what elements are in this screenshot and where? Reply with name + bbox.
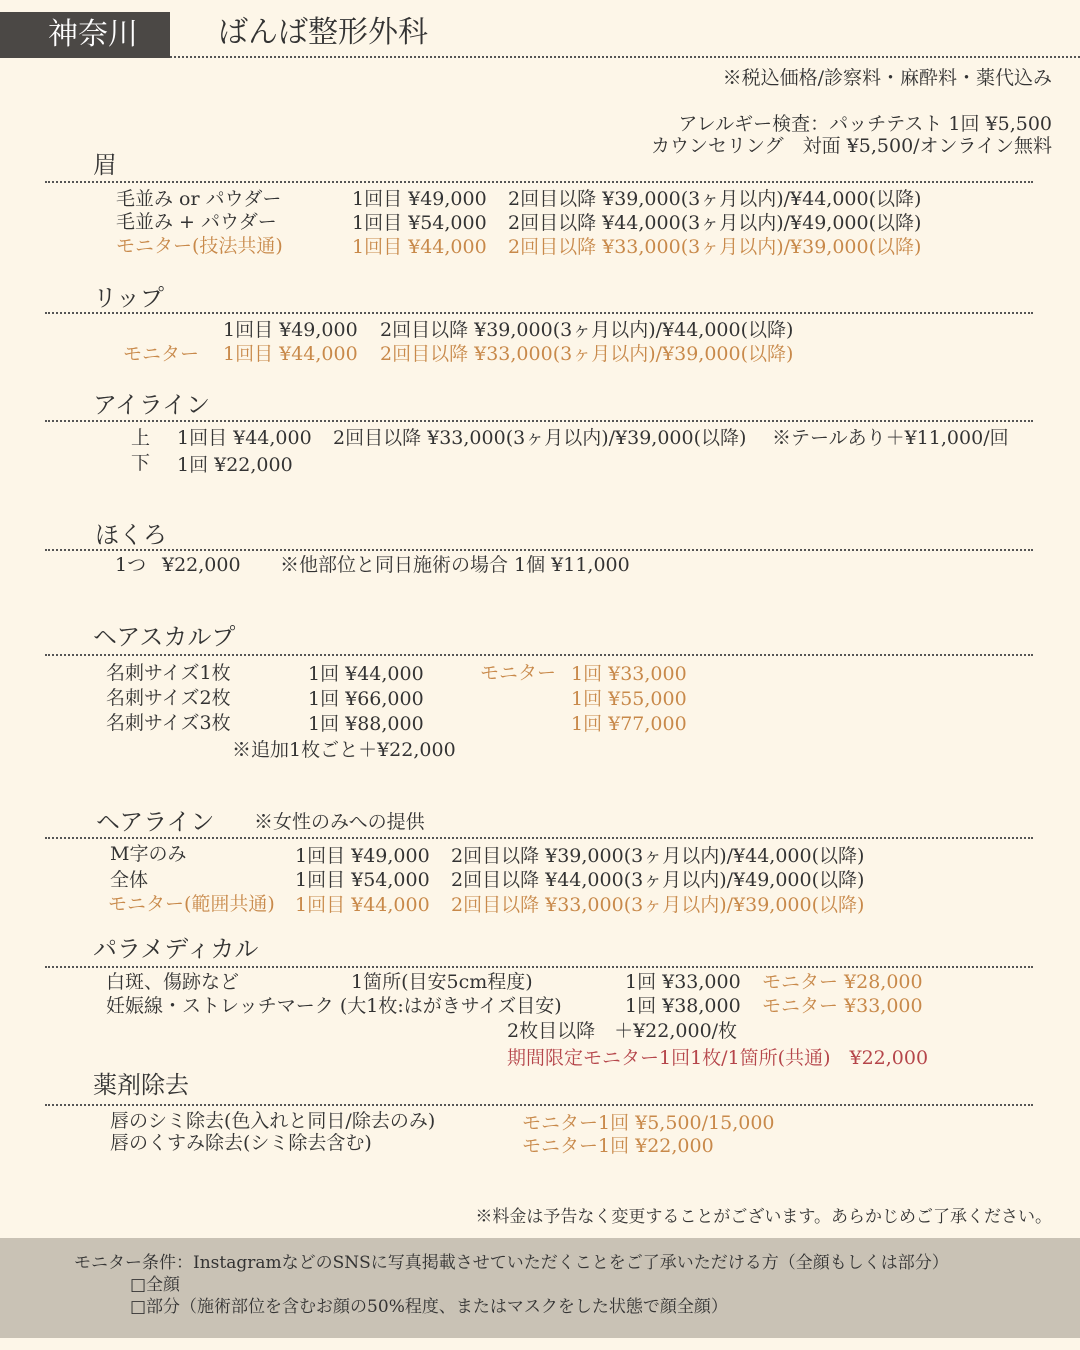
hairline-row-label: モニター(範囲共通) — [108, 893, 275, 915]
scalp-row-label: 名刺サイズ3枚 — [106, 712, 231, 734]
paramedical-row2-monitor: モニター ¥33,000 — [762, 995, 923, 1017]
scalp-note: ※追加1枚ごと＋¥22,000 — [232, 739, 456, 761]
hairline-row-first: 1回目 ¥44,000 — [295, 894, 430, 916]
paramedical-row2-label: 妊娠線・ストレッチマーク (大1枚:はがきサイズ目安) — [106, 995, 562, 1017]
scalp-row-monitor: 1回 ¥77,000 — [571, 713, 687, 735]
lip-row-first: 1回目 ¥44,000 — [223, 343, 358, 365]
paramedical-row1-label: 白斑、傷跡など — [106, 971, 240, 993]
brow-row-label: 毛並み + パウダー — [116, 211, 277, 233]
section-title-scalp: ヘアスカルプ — [93, 623, 236, 651]
monitor-option-partial: □部分（施術部位を含むお顔の50%程度、またはマスクをした状態で顔全顔） — [130, 1297, 728, 1317]
allergy-test: アレルギー検査：パッチテスト 1回 ¥5,500 — [678, 113, 1052, 135]
eyeline-upper-repeat: 2回目以降 ¥33,000(3ヶ月以内)/¥39,000(以降) — [333, 427, 747, 449]
hairline-row-repeat: 2回目以降 ¥39,000(3ヶ月以内)/¥44,000(以降) — [451, 845, 865, 867]
scalp-row-price: 1回 ¥44,000 — [308, 663, 424, 685]
region-badge — [0, 12, 170, 58]
section-title-eyeline: アイライン — [93, 391, 211, 419]
brow-row-first: 1回目 ¥54,000 — [352, 212, 487, 234]
header-divider — [170, 56, 1080, 58]
brow-row-first: 1回目 ¥49,000 — [352, 188, 487, 210]
hairline-row-first: 1回目 ¥54,000 — [295, 869, 430, 891]
hairline-row-label: M字のみ — [110, 843, 187, 865]
section-divider — [45, 549, 1033, 551]
section-divider — [45, 420, 1033, 422]
brow-row-repeat: 2回目以降 ¥44,000(3ヶ月以内)/¥49,000(以降) — [508, 212, 922, 234]
brow-row-first: 1回目 ¥44,000 — [352, 236, 487, 258]
tax-note: ※税込価格/診察料・麻酔料・薬代込み — [722, 67, 1052, 89]
scalp-row-label: 名刺サイズ1枚 — [106, 662, 231, 684]
monitor-conditions-text: モニター条件：InstagramなどのSNSに写真掲載させていただくことをご了承いただける方（全顔もしくは部分） — [74, 1253, 949, 1273]
section-title-mole: ほくろ — [95, 521, 167, 549]
section-divider — [45, 181, 1033, 183]
scalp-row-price: 1回 ¥66,000 — [308, 688, 424, 710]
brow-row-label: モニター(技法共通) — [116, 235, 283, 257]
section-title-paramedical: パラメディカル — [93, 935, 259, 963]
eyeline-upper-first: 1回目 ¥44,000 — [177, 427, 312, 449]
hairline-row-first: 1回目 ¥49,000 — [295, 845, 430, 867]
clinic-name: ばんば整形外科 — [218, 15, 428, 50]
section-divider — [45, 1104, 1033, 1106]
eyeline-upper-label: 上 — [131, 427, 151, 449]
removal-row2-price: モニター1回 ¥22,000 — [522, 1135, 714, 1157]
hairline-subtitle: ※女性のみへの提供 — [254, 811, 425, 833]
scalp-monitor-label: モニター — [480, 662, 557, 684]
section-title-removal: 薬剤除去 — [93, 1071, 189, 1099]
monitor-option-full-face: □全顔 — [130, 1275, 181, 1295]
brow-row-label: 毛並み or パウダー — [116, 188, 282, 210]
removal-row1-label: 唇のシミ除去(色入れと同日/除去のみ) — [110, 1110, 436, 1132]
region-label: 神奈川 — [48, 17, 138, 52]
removal-row1-price: モニター1回 ¥5,500/15,000 — [522, 1112, 775, 1134]
section-divider — [45, 966, 1033, 968]
section-divider — [45, 312, 1033, 314]
section-divider — [45, 837, 1033, 839]
section-title-brow: 眉 — [93, 151, 117, 179]
eyeline-lower-price: 1回 ¥22,000 — [177, 454, 293, 476]
lip-row-repeat: 2回目以降 ¥39,000(3ヶ月以内)/¥44,000(以降) — [380, 319, 794, 341]
paramedical-row1-price: 1回 ¥33,000 — [625, 971, 741, 993]
paramedical-row2-price: 1回 ¥38,000 — [625, 995, 741, 1017]
removal-row2-label: 唇のくすみ除去(シミ除去含む) — [110, 1132, 372, 1154]
hairline-row-repeat: 2回目以降 ¥44,000(3ヶ月以内)/¥49,000(以降) — [451, 869, 865, 891]
paramedical-limited-monitor: 期間限定モニター1回1枚/1箇所(共通) ¥22,000 — [507, 1047, 929, 1069]
scalp-row-label: 名刺サイズ2枚 — [106, 687, 231, 709]
section-title-hairline: ヘアライン — [96, 808, 215, 836]
brow-row-repeat: 2回目以降 ¥39,000(3ヶ月以内)/¥44,000(以降) — [508, 188, 922, 210]
section-title-lip: リップ — [93, 284, 165, 312]
eyeline-upper-note: ※テールあり＋¥11,000/回 — [772, 427, 1009, 449]
mole-note: ※他部位と同日施術の場合 1個 ¥11,000 — [280, 554, 630, 576]
section-divider — [45, 654, 1033, 656]
scalp-row-price: 1回 ¥88,000 — [308, 713, 424, 735]
lip-row-repeat: 2回目以降 ¥33,000(3ヶ月以内)/¥39,000(以降) — [380, 343, 794, 365]
eyeline-lower-label: 下 — [131, 452, 151, 474]
paramedical-row1-monitor: モニター ¥28,000 — [762, 971, 923, 993]
paramedical-extra: 2枚目以降 ＋¥22,000/枚 — [507, 1020, 738, 1042]
lip-row-label: モニター — [123, 343, 200, 365]
counseling: カウンセリング 対面 ¥5,500/オンライン無料 — [651, 135, 1052, 157]
lip-row-first: 1回目 ¥49,000 — [223, 319, 358, 341]
brow-row-repeat: 2回目以降 ¥33,000(3ヶ月以内)/¥39,000(以降) — [508, 236, 922, 258]
hairline-row-label: 全体 — [110, 869, 149, 891]
scalp-row-monitor: 1回 ¥33,000 — [571, 663, 687, 685]
mole-price: ¥22,000 — [162, 554, 241, 576]
monitor-conditions-panel — [0, 1238, 1080, 1338]
hairline-row-repeat: 2回目以降 ¥33,000(3ヶ月以内)/¥39,000(以降) — [451, 894, 865, 916]
scalp-row-monitor: 1回 ¥55,000 — [571, 688, 687, 710]
paramedical-row1-size: 1箇所(目安5cm程度) — [351, 971, 533, 993]
mole-unit: 1つ — [115, 554, 147, 576]
price-change-note: ※料金は予告なく変更することがございます。あらかじめご了承ください。 — [475, 1207, 1052, 1227]
